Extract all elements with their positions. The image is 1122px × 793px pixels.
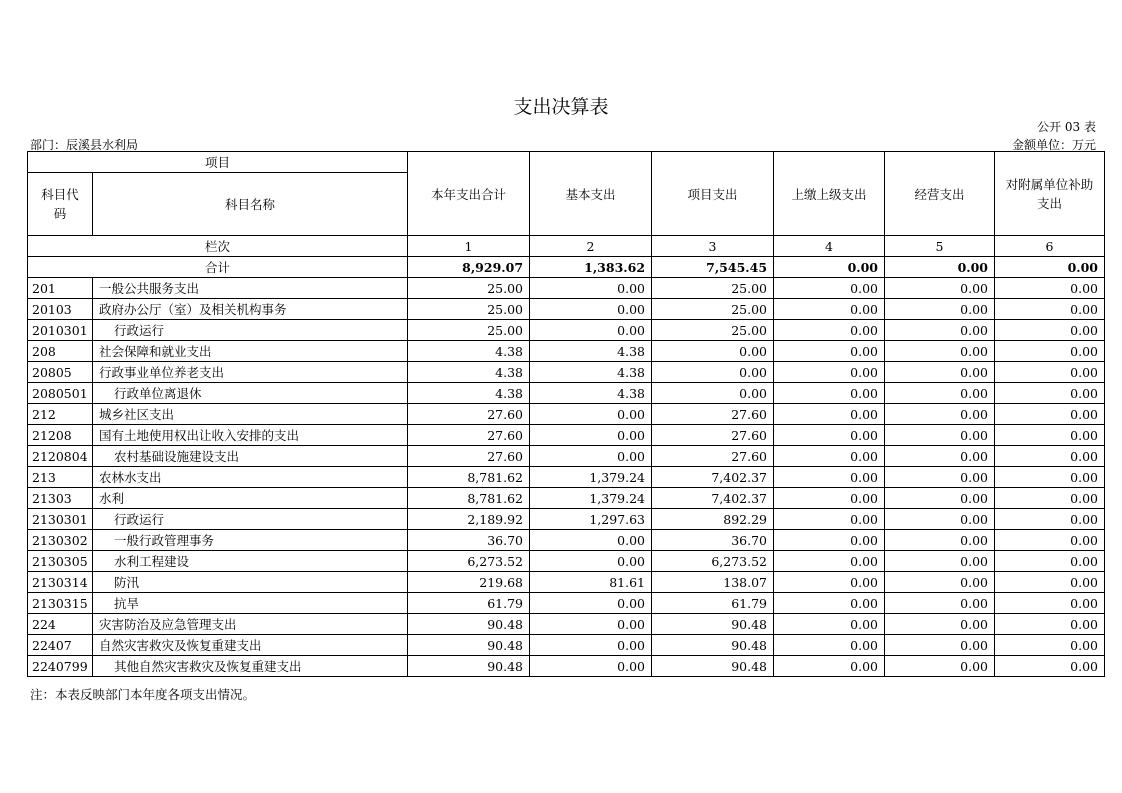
- index-col-3: 3: [652, 236, 774, 257]
- table-row: [28, 593, 1105, 614]
- amount-cell: 4.38: [530, 362, 652, 383]
- subject-name: 行政运行: [93, 509, 408, 530]
- table-row: [28, 425, 1105, 446]
- amount-cell: 90.48: [652, 635, 774, 656]
- amount-cell: 0.00: [774, 362, 885, 383]
- amount-cell: 61.79: [408, 593, 530, 614]
- amount-cell: 90.48: [652, 656, 774, 677]
- amount-cell: 0.00: [530, 320, 652, 341]
- amount-cell: 90.48: [652, 614, 774, 635]
- amount-cell: 0.00: [885, 509, 995, 530]
- table-row: [28, 467, 1105, 488]
- amount-cell: 90.48: [408, 614, 530, 635]
- table-row: [28, 299, 1105, 320]
- amount-cell: 0.00: [530, 446, 652, 467]
- amount-cell: 0.00: [774, 425, 885, 446]
- header-project-group: 项目: [28, 152, 408, 173]
- amount-cell: 0.00: [530, 551, 652, 572]
- subject-name: 防汛: [93, 572, 408, 593]
- header-name: 科目名称: [93, 173, 408, 236]
- subject-code: 2240799: [28, 656, 93, 677]
- subject-code: 21303: [28, 488, 93, 509]
- amount-cell: 0.00: [995, 467, 1105, 488]
- total-row: [28, 257, 1105, 278]
- amount-cell: 0.00: [530, 425, 652, 446]
- amount-cell: 6,273.52: [408, 551, 530, 572]
- subject-code: 2130315: [28, 593, 93, 614]
- amount-cell: 0.00: [995, 320, 1105, 341]
- amount-cell: 0.00: [774, 635, 885, 656]
- amount-cell: 892.29: [652, 509, 774, 530]
- amount-cell: 219.68: [408, 572, 530, 593]
- total-value: 8,929.07: [408, 257, 530, 278]
- index-col-5: 5: [885, 236, 995, 257]
- subject-name: 城乡社区支出: [93, 404, 408, 425]
- index-col-6: 6: [995, 236, 1105, 257]
- subject-name: 一般行政管理事务: [93, 530, 408, 551]
- header-subsidy: 对附属单位补助支出: [995, 152, 1105, 236]
- table-row: [28, 635, 1105, 656]
- subject-name: 农林水支出: [93, 467, 408, 488]
- amount-cell: 1,379.24: [530, 488, 652, 509]
- amount-cell: 0.00: [530, 593, 652, 614]
- amount-cell: 0.00: [995, 446, 1105, 467]
- subject-code: 2130305: [28, 551, 93, 572]
- amount-cell: 4.38: [408, 362, 530, 383]
- amount-cell: 7,402.37: [652, 488, 774, 509]
- amount-cell: 0.00: [885, 362, 995, 383]
- amount-cell: 25.00: [408, 299, 530, 320]
- amount-cell: 0.00: [774, 320, 885, 341]
- amount-cell: 4.38: [408, 341, 530, 362]
- amount-cell: 27.60: [408, 446, 530, 467]
- table-row: [28, 404, 1105, 425]
- subject-name: 抗旱: [93, 593, 408, 614]
- subject-name: 灾害防治及应急管理支出: [93, 614, 408, 635]
- subject-code: 21208: [28, 425, 93, 446]
- amount-cell: 0.00: [774, 341, 885, 362]
- amount-cell: 0.00: [652, 383, 774, 404]
- subject-code: 22407: [28, 635, 93, 656]
- subject-name: 自然灾害救灾及恢复重建支出: [93, 635, 408, 656]
- subject-code: 2130314: [28, 572, 93, 593]
- subject-name: 农村基础设施建设支出: [93, 446, 408, 467]
- amount-cell: 0.00: [995, 614, 1105, 635]
- amount-cell: 6,273.52: [652, 551, 774, 572]
- header-business: 经营支出: [885, 152, 995, 236]
- amount-cell: 27.60: [652, 446, 774, 467]
- amount-cell: 0.00: [774, 509, 885, 530]
- amount-cell: 0.00: [774, 404, 885, 425]
- amount-cell: 0.00: [530, 635, 652, 656]
- amount-cell: 81.61: [530, 572, 652, 593]
- subject-name: 水利工程建设: [93, 551, 408, 572]
- total-value: 7,545.45: [652, 257, 774, 278]
- total-value: 0.00: [885, 257, 995, 278]
- amount-cell: 0.00: [530, 530, 652, 551]
- amount-cell: 1,379.24: [530, 467, 652, 488]
- page-title: 支出决算表: [513, 96, 609, 118]
- index-col-2: 2: [530, 236, 652, 257]
- amount-cell: 0.00: [774, 572, 885, 593]
- header-code: 科目代码: [28, 173, 93, 236]
- amount-cell: 0.00: [774, 446, 885, 467]
- total-label: 合计: [28, 257, 408, 278]
- subject-code: 2130301: [28, 509, 93, 530]
- amount-cell: 0.00: [885, 488, 995, 509]
- amount-cell: 0.00: [885, 614, 995, 635]
- amount-cell: 0.00: [652, 341, 774, 362]
- amount-cell: 27.60: [408, 404, 530, 425]
- amount-cell: 0.00: [885, 299, 995, 320]
- amount-cell: 0.00: [774, 593, 885, 614]
- amount-cell: 0.00: [995, 488, 1105, 509]
- amount-cell: 8,781.62: [408, 488, 530, 509]
- header-project: 项目支出: [652, 152, 774, 236]
- amount-cell: 0.00: [885, 404, 995, 425]
- amount-cell: 0.00: [774, 299, 885, 320]
- amount-cell: 0.00: [885, 467, 995, 488]
- index-col-4: 4: [774, 236, 885, 257]
- amount-cell: 61.79: [652, 593, 774, 614]
- subject-name: 国有土地使用权出让收入安排的支出: [93, 425, 408, 446]
- index-col-1: 1: [408, 236, 530, 257]
- amount-cell: 0.00: [774, 614, 885, 635]
- subject-code: 2080501: [28, 383, 93, 404]
- subject-code: 2120804: [28, 446, 93, 467]
- subject-name: 政府办公厅（室）及相关机构事务: [93, 299, 408, 320]
- subject-name: 水利: [93, 488, 408, 509]
- subject-name: 其他自然灾害救灾及恢复重建支出: [93, 656, 408, 677]
- table-row: [28, 551, 1105, 572]
- amount-cell: 2,189.92: [408, 509, 530, 530]
- table-row: [28, 383, 1105, 404]
- amount-cell: 0.00: [885, 530, 995, 551]
- amount-cell: 0.00: [995, 362, 1105, 383]
- amount-cell: 8,781.62: [408, 467, 530, 488]
- amount-cell: 36.70: [652, 530, 774, 551]
- amount-cell: 0.00: [885, 446, 995, 467]
- table-row: [28, 614, 1105, 635]
- amount-cell: 0.00: [995, 425, 1105, 446]
- amount-cell: 27.60: [652, 425, 774, 446]
- expenditure-table: [27, 151, 1105, 677]
- amount-cell: 0.00: [774, 278, 885, 299]
- amount-cell: 27.60: [408, 425, 530, 446]
- amount-cell: 25.00: [652, 320, 774, 341]
- subject-name: 社会保障和就业支出: [93, 341, 408, 362]
- subject-code: 201: [28, 278, 93, 299]
- amount-cell: 0.00: [652, 362, 774, 383]
- amount-cell: 0.00: [530, 299, 652, 320]
- department-label: 部门：辰溪县水利局: [30, 138, 139, 152]
- amount-cell: 1,297.63: [530, 509, 652, 530]
- amount-cell: 0.00: [995, 572, 1105, 593]
- total-value: 1,383.62: [530, 257, 652, 278]
- amount-cell: 0.00: [885, 383, 995, 404]
- header-total: 本年支出合计: [408, 152, 530, 236]
- amount-cell: 0.00: [995, 656, 1105, 677]
- table-row: [28, 362, 1105, 383]
- subject-code: 2130302: [28, 530, 93, 551]
- amount-cell: 0.00: [885, 278, 995, 299]
- amount-cell: 0.00: [530, 614, 652, 635]
- total-value: 0.00: [995, 257, 1105, 278]
- amount-cell: 25.00: [652, 278, 774, 299]
- table-row: [28, 530, 1105, 551]
- subject-name: 行政运行: [93, 320, 408, 341]
- amount-cell: 0.00: [995, 593, 1105, 614]
- table-row: [28, 446, 1105, 467]
- header-basic: 基本支出: [530, 152, 652, 236]
- amount-cell: 0.00: [885, 656, 995, 677]
- amount-cell: 0.00: [885, 425, 995, 446]
- amount-cell: 0.00: [995, 635, 1105, 656]
- table-row: [28, 488, 1105, 509]
- table-number: 公开 03 表: [1037, 120, 1096, 134]
- subject-code: 208: [28, 341, 93, 362]
- amount-cell: 0.00: [774, 383, 885, 404]
- amount-cell: 4.38: [408, 383, 530, 404]
- amount-cell: 0.00: [885, 320, 995, 341]
- table-row: [28, 572, 1105, 593]
- footnote: 注：本表反映部门本年度各项支出情况。: [30, 687, 256, 702]
- amount-cell: 0.00: [995, 404, 1105, 425]
- table-row: [28, 656, 1105, 677]
- amount-cell: 4.38: [530, 341, 652, 362]
- subject-code: 212: [28, 404, 93, 425]
- amount-cell: 0.00: [995, 341, 1105, 362]
- amount-cell: 0.00: [885, 572, 995, 593]
- table-row: [28, 320, 1105, 341]
- subject-code: 213: [28, 467, 93, 488]
- subject-code: 2010301: [28, 320, 93, 341]
- amount-cell: 25.00: [652, 299, 774, 320]
- amount-cell: 27.60: [652, 404, 774, 425]
- amount-cell: 0.00: [995, 551, 1105, 572]
- index-row-label: 栏次: [28, 236, 408, 257]
- amount-cell: 0.00: [774, 488, 885, 509]
- amount-cell: 0.00: [995, 509, 1105, 530]
- amount-cell: 0.00: [995, 530, 1105, 551]
- amount-cell: 25.00: [408, 320, 530, 341]
- table-row: [28, 509, 1105, 530]
- amount-cell: 90.48: [408, 635, 530, 656]
- amount-unit-label: 金额单位：万元: [1011, 138, 1096, 152]
- subject-code: 224: [28, 614, 93, 635]
- amount-cell: 0.00: [774, 551, 885, 572]
- subject-code: 20805: [28, 362, 93, 383]
- amount-cell: 25.00: [408, 278, 530, 299]
- subject-code: 20103: [28, 299, 93, 320]
- subject-name: 行政单位离退休: [93, 383, 408, 404]
- amount-cell: 0.00: [530, 278, 652, 299]
- table-row: [28, 341, 1105, 362]
- subject-name: 行政事业单位养老支出: [93, 362, 408, 383]
- amount-cell: 0.00: [530, 404, 652, 425]
- amount-cell: 4.38: [530, 383, 652, 404]
- amount-cell: 0.00: [885, 341, 995, 362]
- amount-cell: 0.00: [885, 593, 995, 614]
- amount-cell: 36.70: [408, 530, 530, 551]
- amount-cell: 138.07: [652, 572, 774, 593]
- amount-cell: 0.00: [995, 278, 1105, 299]
- total-value: 0.00: [774, 257, 885, 278]
- amount-cell: 7,402.37: [652, 467, 774, 488]
- amount-cell: 0.00: [885, 635, 995, 656]
- header-upper: 上缴上级支出: [774, 152, 885, 236]
- amount-cell: 0.00: [774, 467, 885, 488]
- amount-cell: 0.00: [885, 551, 995, 572]
- amount-cell: 0.00: [995, 383, 1105, 404]
- amount-cell: 0.00: [995, 299, 1105, 320]
- amount-cell: 90.48: [408, 656, 530, 677]
- amount-cell: 0.00: [774, 656, 885, 677]
- amount-cell: 0.00: [774, 530, 885, 551]
- table-row: [28, 278, 1105, 299]
- subject-name: 一般公共服务支出: [93, 278, 408, 299]
- amount-cell: 0.00: [530, 656, 652, 677]
